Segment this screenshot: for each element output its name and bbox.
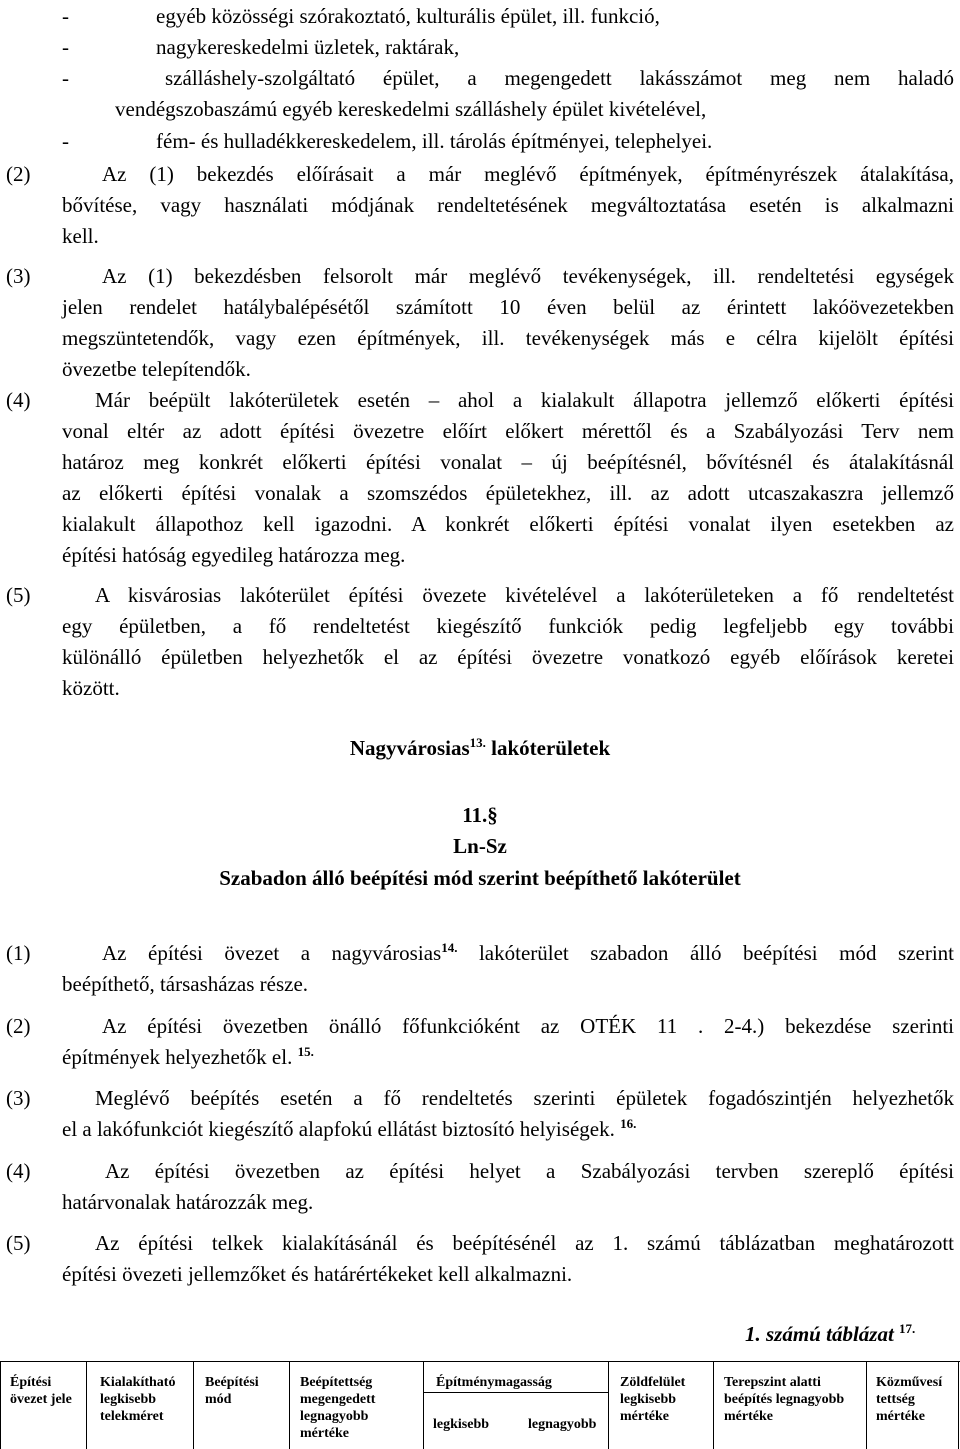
list-dash: - [62, 129, 69, 153]
footnote-ref: 14. [441, 940, 458, 955]
paragraph-number: (5) [6, 583, 31, 607]
list-item-continuation: vendégszobaszámú egyéb kereskedelmi szálláshely épület kivételével, [115, 97, 707, 121]
paragraph-line: megszüntetendők, vagy ezen építmények, ill. tevékenységek más e célra kijelölt építési [62, 326, 954, 350]
paragraph-line: különálló épületben helyezhetők el az építési övezetre vonatkozó egyéb előírások keretei [62, 645, 954, 669]
paragraph-line: Az építési övezetben az építési helyet a Szabályozási tervben szereplő építési [105, 1159, 954, 1183]
table-border [0, 1362, 1, 1449]
caption-text: 1. számú táblázat [745, 1322, 894, 1346]
paragraph-line [62, 1116, 636, 1142]
list-item: nagykereskedelmi üzletek, raktárak, [156, 35, 460, 59]
table-header-cell: Közművesí tettség mértéke [876, 1375, 943, 1424]
list-dash: - [62, 4, 69, 28]
zone-code: Ln-Sz [453, 834, 507, 858]
table-border [713, 1362, 714, 1449]
paragraph-line: Az építési telkek kialakításánál és beépítésénél az 1. számú táblázatban meghatározott [95, 1231, 954, 1255]
paragraph-number: (2) [6, 162, 31, 186]
section-number-text: 11. [462, 803, 488, 827]
paragraph-line: építési övezeti jellemzőket és határértékeket kell alkalmazni. [62, 1262, 573, 1286]
table-caption [745, 1322, 915, 1347]
table-header-cell: Terepszint alatti beépítés legnagyobb mértéke [724, 1375, 845, 1424]
table-subheader-cell: legnagyobb [528, 1417, 597, 1432]
line-text: Az építési övezet a nagyvárosias [102, 941, 442, 965]
line-text: lakóterület szabadon álló beépítési mód szerint [457, 941, 954, 965]
paragraph-line [102, 940, 954, 966]
zone-table [0, 1361, 960, 1449]
list-dash: - [62, 66, 69, 90]
table-border [86, 1362, 87, 1449]
heading-rest: lakóterületek [485, 736, 611, 760]
section-number [0, 802, 960, 828]
footnote-ref: 16. [620, 1116, 637, 1131]
footnote-ref: 13. [469, 735, 486, 750]
table-border [423, 1392, 608, 1393]
paragraph-line: A kisvárosias lakóterület építési övezete kivételével a lakóterületeken a fő rendeltetést [95, 583, 954, 607]
table-border [289, 1362, 290, 1449]
paragraph-line: határvonalak határozzák meg. [62, 1190, 314, 1214]
table-subheader-cell: legkisebb [433, 1417, 490, 1432]
footnote-ref: 17. [899, 1321, 916, 1336]
table-header-cell: Kialakítható legkisebb telekméret [100, 1375, 176, 1424]
table-border [423, 1362, 424, 1449]
table-header-cell: Zöldfelület legkisebb mértéke [620, 1375, 686, 1424]
paragraph-line: építési hatóság egyedileg határozza meg. [62, 543, 406, 567]
heading-title: Nagyvárosias [349, 736, 470, 760]
paragraph-line: övezetbe telepítendők. [62, 357, 251, 381]
line-text: építmények helyezhetők el. [62, 1045, 298, 1069]
paragraph-line: jelen rendelet hatálybalépésétől számított 10 éven belül az érintett lakóövezetekben [62, 295, 954, 319]
paragraph-line: kell. [62, 224, 99, 248]
paragraph-line: egy épületben, a fő rendeltetést kiegészítő funkciók pedig legfeljebb egy további [62, 614, 954, 638]
footnote-ref: 15. [297, 1044, 314, 1059]
line-text: el a lakófunkciót kiegészítő alapfokú ellátást biztosító helyiségek. [62, 1117, 621, 1141]
table-border [193, 1362, 194, 1449]
chapter-heading [0, 735, 960, 761]
paragraph-line: vonal eltér az adott építési övezetre előírt előkert mérettől és a Szabályozási Terv nem [62, 419, 954, 443]
paragraph-line: Meglévő beépítés esetén a fő rendeltetés szerinti épületek fogadószintjén helyezhetők [95, 1086, 954, 1110]
table-header-cell: Beépítési mód [205, 1375, 259, 1407]
paragraph-number: (2) [6, 1014, 31, 1038]
paragraph-line: között. [62, 676, 120, 700]
paragraph-number: (3) [6, 264, 31, 288]
list-dash: - [62, 35, 69, 59]
table-header-cell: Építési övezet jele [10, 1375, 72, 1407]
list-item: szálláshely-szolgáltató épület, a megengedett lakásszámot meg nem haladó [165, 66, 954, 90]
section-title: Szabadon álló beépítési mód szerint beépíthető lakóterület [219, 866, 741, 890]
paragraph-line: Az építési övezetben önálló főfunkcióként az OTÉK 11 . 2-4.) bekezdése szerinti [102, 1014, 954, 1038]
paragraph-number: (3) [6, 1086, 31, 1110]
table-header-cell: Beépítettség megengedett legnagyobb mértéke [300, 1375, 376, 1441]
paragraph-line: Az (1) bekezdés előírásait a már meglévő építmények, építményrészek átalakítása, [102, 162, 954, 186]
paragraph-number: (1) [6, 941, 31, 965]
paragraph-line: kialakult állapothoz kell igazodni. A konkrét előkerti építési vonalat ilyen esetekben az [62, 512, 954, 536]
paragraph-line: Az (1) bekezdésben felsorolt már meglévő tevékenységek, ill. rendeltetési egységek [102, 264, 954, 288]
paragraph-number: (4) [6, 388, 31, 412]
paragraph-line [62, 1044, 314, 1070]
paragraph-number: (4) [6, 1159, 31, 1183]
list-item: egyéb közösségi szórakoztató, kulturális épület, ill. funkció, [156, 4, 660, 28]
paragraph-line: határoz meg konkrét előkerti építési vonalat – új beépítésnél, bővítésnél és átalakításnál [62, 450, 954, 474]
paragraph-line: Már beépült lakóterületek esetén – ahol a kialakult állapotra jellemző előkerti építési [95, 388, 954, 412]
paragraph-line: bővítése, vagy használati módjának rendeltetésének megváltoztatása esetén is alkalmazni [62, 193, 954, 217]
paragraph-line: az előkerti építési vonalak a szomszédos épületekhez, ill. az adott utcaszakaszra jellemző [62, 481, 954, 505]
list-item: fém- és hulladékkereskedelem, ill. tárolás építményei, telephelyei. [156, 129, 713, 153]
table-border [958, 1362, 959, 1449]
table-border [608, 1362, 609, 1449]
paragraph-number: (5) [6, 1231, 31, 1255]
table-header-cell: Építménymagasság [436, 1375, 552, 1390]
section-sign: § [487, 803, 498, 827]
table-border [866, 1362, 867, 1449]
paragraph-line: beépíthető, társasházas része. [62, 972, 309, 996]
